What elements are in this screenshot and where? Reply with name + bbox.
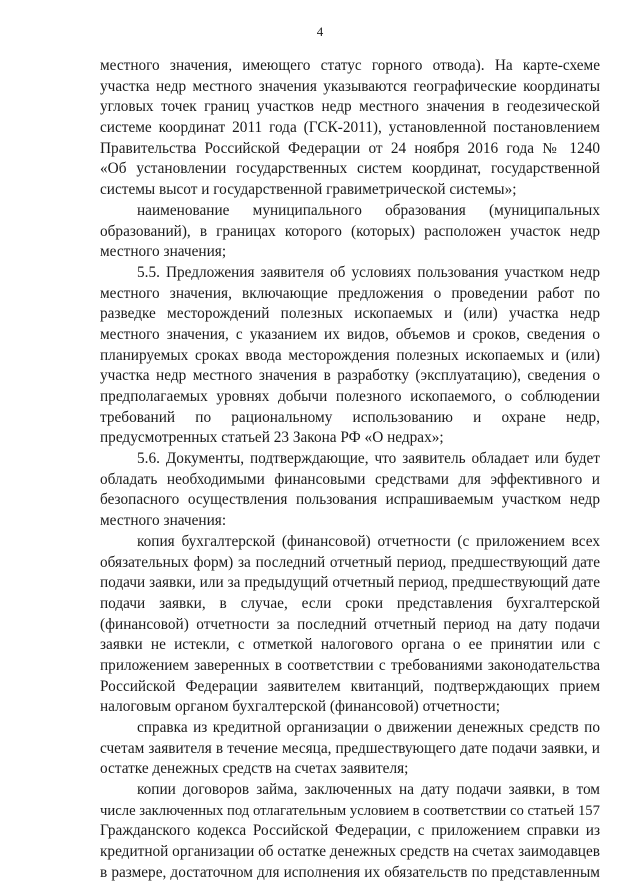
text-line: системы высот и государственной гравиметрической системы»; <box>100 181 517 199</box>
document-body <box>100 56 600 884</box>
text-line: приложением заверенных в соответствии с требованиями законодательства <box>100 656 600 674</box>
text-line: копия бухгалтерской (финансовой) отчетности (с приложением всех <box>137 532 600 550</box>
text-line: Российской Федерации заявителем квитанций, подтверждающих прием <box>100 677 600 695</box>
text-line: Гражданского кодекса Российской Федерации, с приложением справки из <box>100 822 600 840</box>
text-line: кредитной организации об остатке денежных средств на счетах заимодавцев <box>100 843 600 861</box>
text-line: требований по рациональному использованию и охране недр, <box>100 408 600 426</box>
text-line: разведке месторождений полезных ископаемых и (или) участка недр <box>100 305 600 323</box>
text-line: 5.6. Документы, подтверждающие, что заявитель обладает или будет <box>137 450 600 468</box>
text-line: счетам заявителя в течение месяца, предшествующего дате подачи заявки, и <box>100 739 600 757</box>
text-line: местного значения: <box>100 512 227 530</box>
text-line: участка недр местного значения указываются географические координаты <box>100 77 600 95</box>
text-line: копии договоров займа, заключенных на дату подачи заявки, в том <box>137 781 600 799</box>
text-line: местного значения, включающие предложения о проведении работ по <box>100 284 600 302</box>
text-line: безопасного осуществления пользования испрашиваемым участком недр <box>100 491 600 509</box>
text-line: наименование муниципального образования (муниципальных <box>137 201 600 219</box>
text-line: справка из кредитной организации о движении денежных средств по <box>137 719 600 736</box>
text-line: подачи заявки, или за предыдущий отчетный период, предшествующий дате <box>100 574 600 592</box>
text-line: угловых точек границ участков недр местного значения в геодезической <box>100 98 600 116</box>
text-line: местного значения, имеющего статус горного отвода). На карте-схеме <box>100 57 600 74</box>
text-line: участка недр местного значения в разработку (эксплуатацию), сведения о <box>100 367 600 385</box>
text-line: планируемых сроках ввода месторождения полезных ископаемых и (или) <box>100 346 600 364</box>
text-line: числе заключенных под отлагательным условием в соответствии со статьей 157 <box>100 802 600 819</box>
text-line: (финансовой) отчетности за последний отчетный период на дату подачи <box>100 615 600 633</box>
text-line: Правительства Российской Федерации от 24 ноября 2016 года № 1240 <box>100 139 600 157</box>
text-line: заявки не истекли, с отметкой налогового органа о ее принятии или с <box>100 636 600 654</box>
text-line: предполагаемых уровнях добычи полезного ископаемого, о соблюдении <box>100 388 600 405</box>
text-line: обязательных форм) за последний отчетный период, предшествующий дате <box>100 553 600 571</box>
text-line: образований), в границах которого (которых) расположен участок недр <box>100 222 600 240</box>
text-line: подачи заявки, в случае, если сроки представления бухгалтерской <box>100 594 600 612</box>
text-line: предусмотренных статьей 23 Закона РФ «О недрах»; <box>100 429 444 447</box>
text-line: местного значения, с указанием их видов, объемов и сроков, сведения о <box>100 325 600 343</box>
text-line: 5.5. Предложения заявителя об условиях пользования участком недр <box>137 263 600 281</box>
text-line: налоговым органом бухгалтерской (финансовой) отчетности; <box>100 698 500 716</box>
text-line: остатке денежных средств на счетах заявителя; <box>100 760 409 778</box>
text-line: обладать необходимыми финансовыми средствами для эффективного и <box>100 470 600 488</box>
text-line: системе координат 2011 года (ГСК-2011), установленной постановлением <box>100 119 600 137</box>
text-line: «Об установлении государственных систем координат, государственной <box>100 160 600 178</box>
page-number: 4 <box>316 24 324 39</box>
text-line: местного значения; <box>100 243 227 261</box>
text-line: в размере, достаточном для исполнения их обязательств по представленным <box>100 863 600 881</box>
